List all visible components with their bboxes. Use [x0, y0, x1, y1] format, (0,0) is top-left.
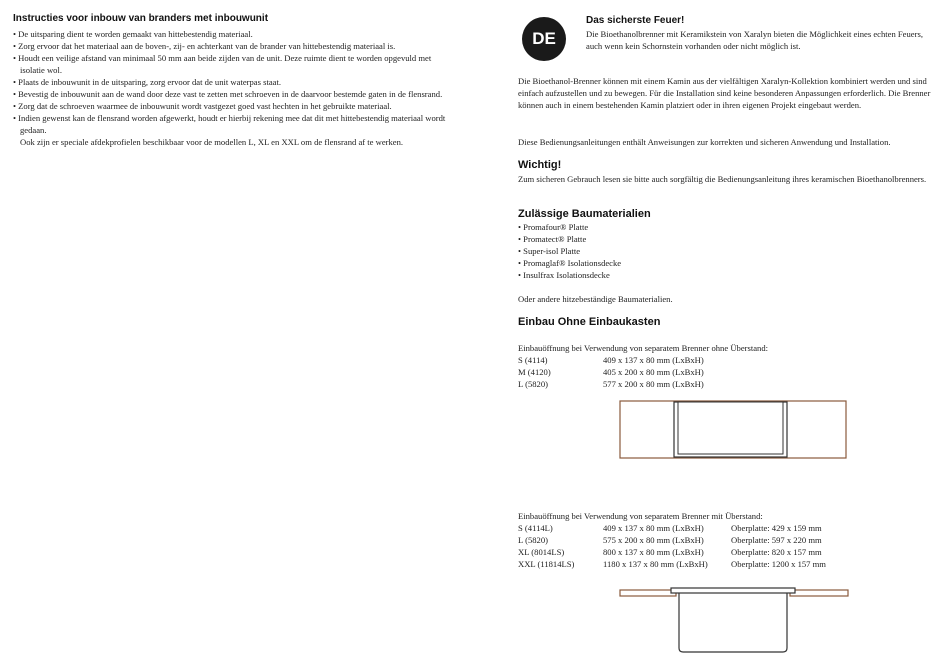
- size-cell: 409 x 137 x 80 mm (LxBxH): [603, 523, 704, 533]
- model-cell: L (5820): [518, 379, 548, 389]
- topplate-cell: Oberplatte: 820 x 157 mm: [731, 547, 822, 557]
- table2-intro: Einbauöffnung bei Verwendung von separatem Brenner mit Überstand:: [518, 511, 763, 521]
- list-item: • Promatect® Platte: [518, 233, 621, 245]
- size-cell: 800 x 137 x 80 mm (LxBxH): [603, 547, 704, 557]
- table-row: [518, 558, 826, 570]
- top-plate: [671, 588, 795, 593]
- countertop-left: [620, 590, 676, 596]
- table-row: [518, 378, 704, 390]
- size-cell: 1180 x 137 x 80 mm (LxBxH): [603, 559, 708, 569]
- language-badge: DE: [522, 17, 566, 61]
- table-row: [518, 534, 826, 546]
- topplate-cell: Oberplatte: 1200 x 157 mm: [731, 559, 826, 569]
- nl-instruction-list: [13, 28, 453, 148]
- paragraph-manual: Diese Bedienungsanleitungen enthält Anweisungen zur korrekten und sicheren Anwendung und Installation.: [518, 137, 891, 147]
- diagram-overhang-installation: [619, 586, 849, 654]
- diagram-flush-installation: [619, 399, 847, 461]
- opening-table-without-overhang: [518, 354, 704, 390]
- size-cell: 405 x 200 x 80 mm (LxBxH): [603, 367, 704, 377]
- materials-note: Oder andere hitzebeständige Baumaterialien.: [518, 294, 673, 304]
- de-title: Das sicherste Feuer!: [586, 15, 685, 26]
- list-item: • Zorg ervoor dat het materiaal aan de boven-, zij- en achterkant van de brander van hittebestendig materiaal is.: [13, 40, 453, 52]
- list-item: • Indien gewenst kan de flensrand worden afgewerkt, houdt er hierbij rekening mee dat dit met hittebestendig materiaal wordt gedaan.: [13, 112, 453, 136]
- model-cell: L (5820): [518, 535, 548, 545]
- right-page: [475, 0, 950, 657]
- paragraph-wichtig: Zum sicheren Gebrauch lesen sie bitte auch sorgfältig die Bedienungsanleitung ihres keramischen Bioethanolbrenners.: [518, 174, 927, 184]
- topplate-cell: Oberplatte: 429 x 159 mm: [731, 523, 822, 533]
- size-cell: 575 x 200 x 80 mm (LxBxH): [603, 535, 704, 545]
- table-row: [518, 366, 704, 378]
- countertop-right: [790, 590, 848, 596]
- model-cell: S (4114): [518, 355, 548, 365]
- nl-note: Ook zijn er speciale afdekprofielen beschikbaar voor de modellen L, XL en XXL om de flensrand af te werken.: [20, 137, 404, 147]
- materials-list: [518, 221, 621, 281]
- opening-table-with-overhang: [518, 522, 826, 570]
- model-cell: XL (8014LS): [518, 547, 565, 557]
- list-item: • Promafour® Platte: [518, 221, 621, 233]
- table1-intro: Einbauöffnung bei Verwendung von separatem Brenner ohne Überstand:: [518, 343, 769, 353]
- model-cell: XXL (11814LS): [518, 559, 575, 569]
- model-cell: S (4114L): [518, 523, 553, 533]
- heading-materials: Zulässige Baumaterialien: [518, 208, 651, 220]
- paragraph-combination: Die Bioethanol-Brenner können mit einem Kamin aus der vielfältigen Xaralyn-Kollektion kombiniert werden und sind einfach aufzustellen und zu bewegen. Für die Installation sind keine besonderen Anpassungen erforderlich. Die Brenner können auch in einem bestehenden Kamin platziert oder in ihren eigenen Projekt eingebaut werden.: [518, 76, 931, 110]
- topplate-cell: Oberplatte: 597 x 220 mm: [731, 535, 822, 545]
- table-row: [518, 354, 704, 366]
- nl-heading: Instructies voor inbouw van branders met inbouwunit: [13, 13, 269, 24]
- list-item: • Super-isol Platte: [518, 245, 621, 257]
- heading-wichtig: Wichtig!: [518, 159, 562, 171]
- size-cell: 409 x 137 x 80 mm (LxBxH): [603, 355, 704, 365]
- table-row: [518, 522, 826, 534]
- list-item: • Insulfrax Isolationsdecke: [518, 269, 621, 281]
- burner-body: [679, 593, 787, 652]
- list-item: • Promaglaf® Isolationsdecke: [518, 257, 621, 269]
- heading-einbau: Einbau Ohne Einbaukasten: [518, 316, 661, 328]
- list-item: • Plaats de inbouwunit in de uitsparing, zorg ervoor dat de unit waterpas staat.: [13, 76, 453, 88]
- size-cell: 577 x 200 x 80 mm (LxBxH): [603, 379, 704, 389]
- list-item: • Zorg dat de schroeven waarmee de inbouwunit wordt vastgezet goed vast hechten in het gebruikte materiaal.: [13, 100, 453, 112]
- de-intro: Die Bioethanolbrenner mit Keramikstein von Xaralyn bieten die Möglichkeit eines echten Feuers, auch wenn kein Schornstein vorhanden oder nicht möglich ist.: [586, 29, 923, 51]
- model-cell: M (4120): [518, 367, 551, 377]
- burner-body: [678, 402, 783, 454]
- list-item: • Houdt een veilige afstand van minimaal 50 mm aan beide zijden van de unit. Deze ruimte dient te worden opgevuld met isolatie wol.: [13, 52, 453, 76]
- table-row: [518, 546, 826, 558]
- list-item: • De uitsparing dient te worden gemaakt van hittebestendig materiaal.: [13, 28, 453, 40]
- list-item: • Bevestig de inbouwunit aan de wand door deze vast te zetten met schroeven in de daarvoor bestemde gaten in de flensrand.: [13, 88, 453, 100]
